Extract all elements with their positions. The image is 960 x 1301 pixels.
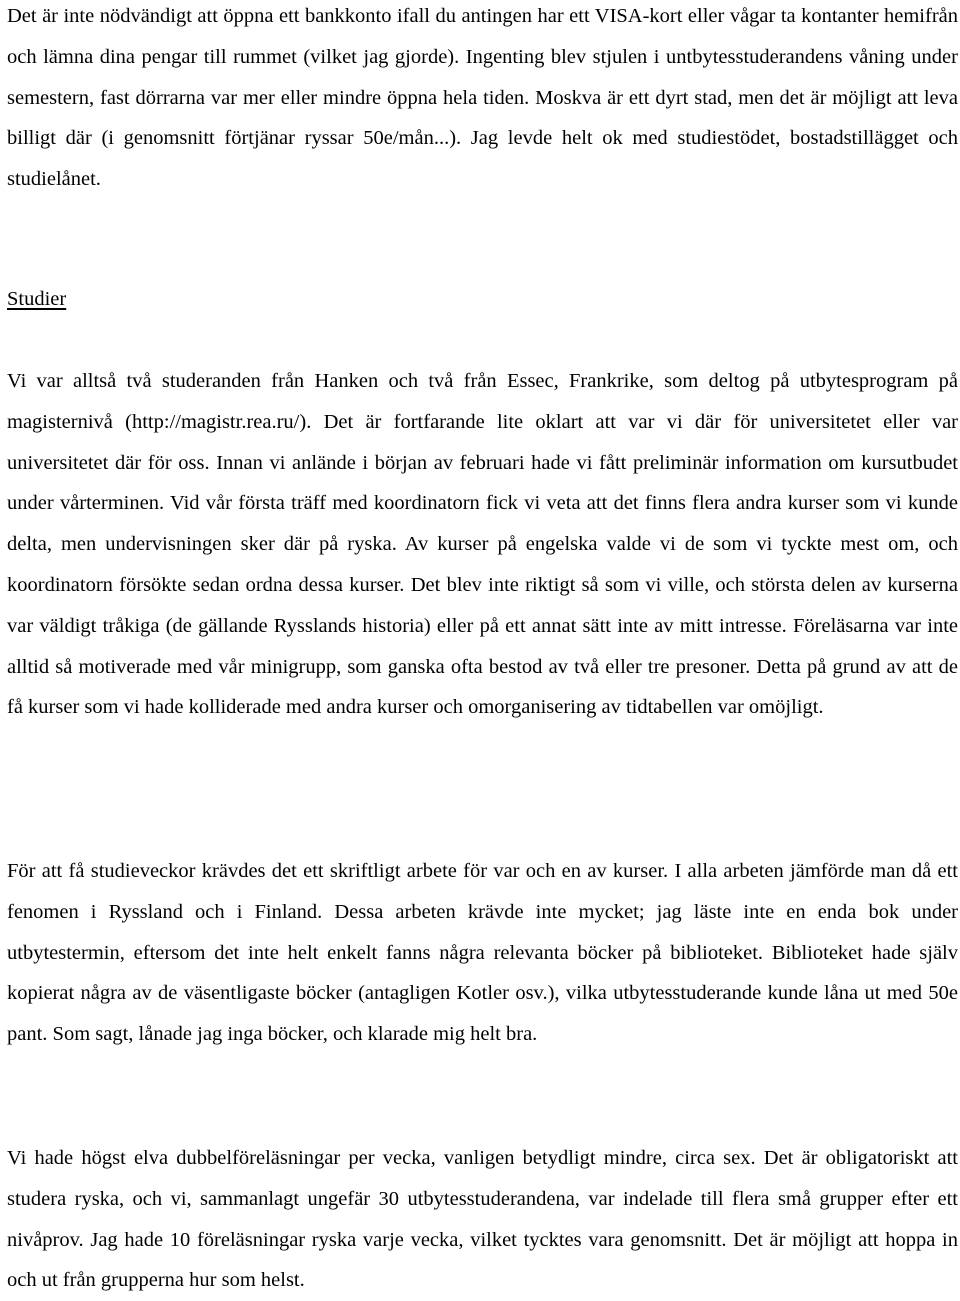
section-heading-studier: Studier [7, 288, 67, 310]
studier-paragraph: Vi var alltså två studeranden från Hanken och två från Essec, Frankrike, som deltog på utbytesprogram på magisternivå (http://magistr.rea.ru/). Det är fortfarande lite oklart att var vi där för universitetet eller var universitetet där för oss. Innan vi anlände i början av februari hade vi fått preliminär information om kursutbudet under vårterminen. Vid vår första träff med koordinatorn fick vi veta att det finns flera andra kurser som vi kunde delta, men undervisningen sker där på ryska. Av kurser på engelska valde vi de som vi tyckte mest om, och koordinatorn försökte sedan ordna dessa kurser. Det blev inte riktigt så som vi ville, och största delen av kurserna var väldigt tråkiga (de gällande Rysslands historia) eller på ett annat sätt inte av mitt intresse. Föreläsarna var inte alltid så motiverade med vår minigrupp, som ganska ofta bestod av två eller tre presoner. Detta på grund av att de få kurser som vi hade kolliderade med andra kurser och omorganisering av tidtabellen var omöjligt. [7, 370, 958, 719]
intro-paragraph: Det är inte nödvändigt att öppna ett bankkonto ifall du antingen har ett VISA-kort eller vågar ta kontanter hemifrån och lämna dina pengar till rummet (vilket jag gjorde). Ingenting blev stjulen i untbytesstuderandens våning under semestern, fast dörrarna var mer eller mindre öppna hela tiden. Moskva är ett dyrt stad, men det är möjligt att leva billigt där (i genomsnitt förtjänar ryssar 50e/mån...). Jag levde helt ok med studiestödet, bostadstillägget och studielånet. [7, 5, 958, 191]
forelasningar-paragraph: Vi hade högst elva dubbelföreläsningar per vecka, vanligen betydligt mindre, circa sex. Det är obligatoriskt att studera ryska, och vi, sammanlagt ungefär 30 utbytesstuderandena, var indelade till flera små grupper efter ett nivåprov. Jag hade 10 föreläsningar ryska varje vecka, vilket tycktes vara genomsnitt. Det är möjligt att hoppa in och ut från grupperna hur som helst. [7, 1147, 958, 1292]
studieveckor-paragraph: För att få studieveckor krävdes det ett skriftligt arbete för var och en av kurser. I alla arbeten jämförde man då ett fenomen i Ryssland och i Finland. Dessa arbeten krävde inte mycket; jag läste inte en enda bok under utbytestermin, eftersom det inte helt enkelt fanns några relevanta böcker på biblioteket. Biblioteket hade själv kopierat några av de väsentligaste böcker (antagligen Kotler osv.), vilka utbytesstuderande kunde låna ut med 50e pant. Som sagt, lånade jag inga böcker, och klarade mig helt bra. [7, 860, 958, 1046]
